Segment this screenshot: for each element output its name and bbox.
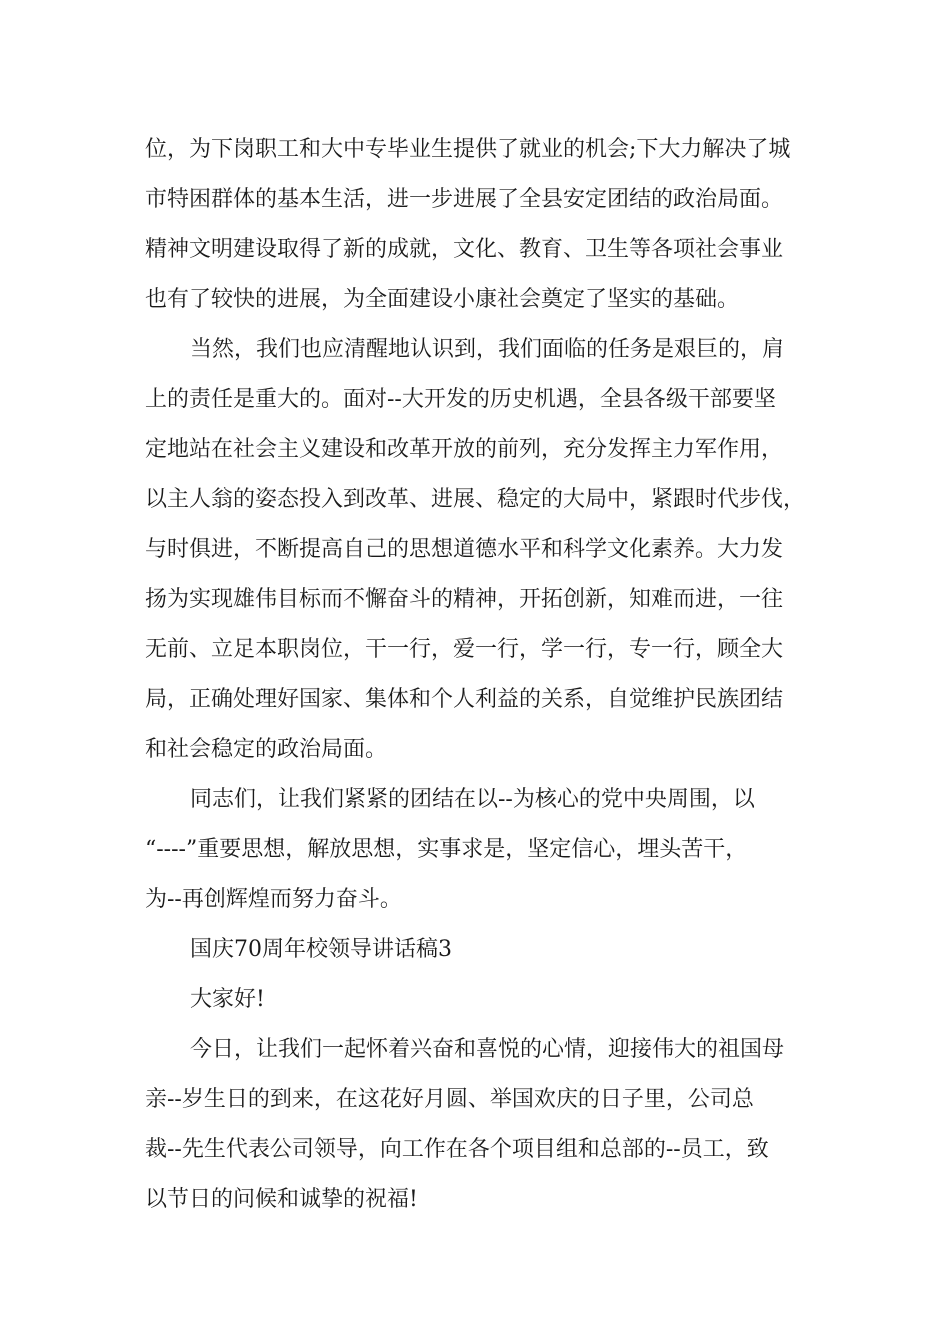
text-line: 以主人翁的姿态投入到改革、进展、稳定的大局中，紧跟时代步伐， bbox=[145, 487, 806, 512]
text-line: 以节日的问候和诚挚的祝福! bbox=[145, 1187, 418, 1212]
text-line: 定地站在社会主义建设和改革开放的前列，充分发挥主力军作用， bbox=[145, 437, 784, 462]
text-line: 精神文明建设取得了新的成就，文化、教育、卫生等各项社会事业 bbox=[145, 237, 784, 262]
text-line: 和社会稳定的政治局面。 bbox=[145, 737, 388, 762]
section-heading: 国庆70周年校领导讲话稿3 bbox=[190, 937, 452, 962]
greeting-line: 大家好! bbox=[190, 987, 265, 1012]
text-line: 市特困群体的基本生活，进一步进展了全县安定团结的政治局面。 bbox=[145, 187, 784, 212]
text-line: 局，正确处理好国家、集体和个人利益的关系，自觉维护民族团结 bbox=[145, 687, 784, 712]
text-line: 上的责任是重大的。面对--大开发的历史机遇，全县各级干部要坚 bbox=[145, 387, 776, 412]
text-line: 扬为实现雄伟目标而不懈奋斗的精神，开拓创新，知难而进，一往 bbox=[145, 587, 784, 612]
text-line: 也有了较快的进展，为全面建设小康社会奠定了坚实的基础。 bbox=[145, 287, 740, 312]
text-line: 同志们，让我们紧紧的团结在以--为核心的党中央周围，以 bbox=[190, 787, 755, 812]
text-line: 今日，让我们一起怀着兴奋和喜悦的心情，迎接伟大的祖国母 bbox=[190, 1037, 785, 1062]
text-line: 为--再创辉煌而努力奋斗。 bbox=[145, 887, 402, 912]
text-line: 与时俱进，不断提高自己的思想道德水平和科学文化素养。大力发 bbox=[145, 537, 784, 562]
text-line: “----”重要思想，解放思想，实事求是，坚定信心，埋头苦干， bbox=[145, 837, 748, 862]
text-line: 当然，我们也应清醒地认识到，我们面临的任务是艰巨的，肩 bbox=[190, 337, 785, 362]
text-line: 亲--岁生日的到来，在这花好月圆、举国欢庆的日子里，公司总 bbox=[145, 1087, 754, 1112]
text-line: 位，为下岗职工和大中专毕业生提供了就业的机会;下大力解决了城 bbox=[145, 137, 791, 162]
text-line: 裁--先生代表公司领导，向工作在各个项目组和总部的--员工，致 bbox=[145, 1137, 769, 1162]
text-line: 无前、立足本职岗位，干一行，爱一行，学一行，专一行，顾全大 bbox=[145, 637, 784, 662]
